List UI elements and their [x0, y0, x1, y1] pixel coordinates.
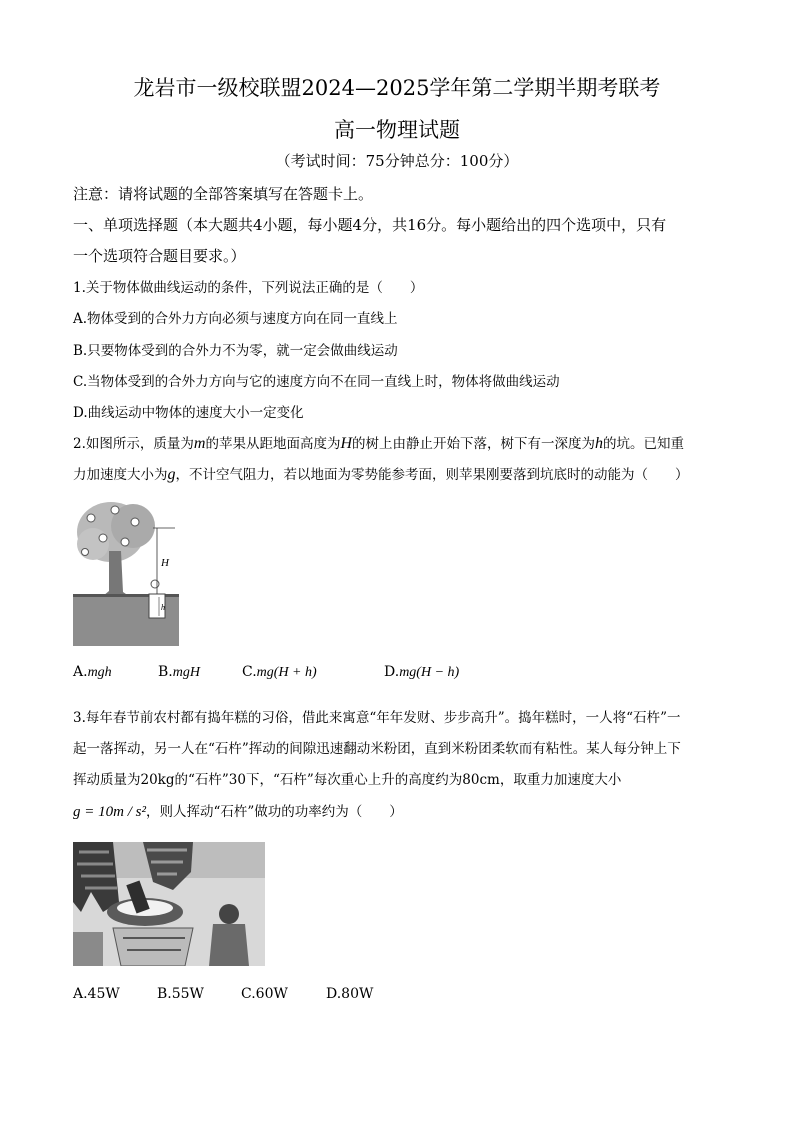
q1-stem: 1.关于物体做曲线运动的条件，下列说法正确的是（ ）	[73, 280, 424, 296]
q1-option-b: B.只要物体受到的合外力不为零，就一定会做曲线运动	[73, 343, 398, 359]
q2-text: 的坑。已知重	[603, 436, 685, 452]
rice-cake-pounding-photo	[73, 842, 265, 966]
section-heading-line1: 一、单项选择题（本大题共4小题，每小题4分，共16分。每小题给出的四个选项中，只有	[73, 216, 667, 234]
notice: 注意：请将试题的全部答案填写在答题卡上。	[73, 185, 374, 203]
q3-stem-line1: 3.每年春节前农村都有捣年糕的习俗，借此来寓意“年年发财、步步高升”。捣年糕时，一人将“石杵”一	[73, 710, 681, 726]
var-m: m	[193, 435, 206, 452]
q3-option-a: A.45W	[73, 986, 120, 1002]
q1-option-a: A.物体受到的合外力方向必须与速度方向在同一直线上	[73, 311, 398, 327]
figure-label-h: h	[161, 603, 165, 612]
exam-subtitle: 高一物理试题	[334, 118, 460, 142]
q2-text: ，不计空气阻力，若以地面为零势能参考面，则苹果刚要落到坑底时的动能为（ ）	[175, 467, 689, 483]
q3-stem-line2: 起一落挥动，另一人在“石杵”挥动的间隙迅速翻动米粉团，直到米粉团柔软而有粘性。某人每分钟上下	[73, 741, 681, 757]
q3-options	[73, 986, 373, 1002]
q3-option-d: D.80W	[326, 986, 374, 1002]
option-prefix: C.	[242, 664, 257, 680]
q2-text: 2.如图所示，质量为	[73, 436, 194, 452]
q3-option-b: B.55W	[157, 986, 204, 1002]
q2-options	[73, 664, 459, 681]
option-formula: mg(H + h)	[256, 665, 317, 680]
q3-stem-line4	[73, 800, 403, 821]
q3-option-c: C.60W	[241, 986, 288, 1002]
var-H: H	[340, 435, 353, 452]
q2-text: 的苹果从距地面高度为	[205, 436, 341, 452]
option-formula: mgH	[172, 665, 200, 680]
exam-title: 龙岩市一级校联盟2024—2025学年第二学期半期考联考	[133, 76, 661, 100]
q3-formula: g = 10m / s²	[73, 804, 146, 820]
q1-option-c: C.当物体受到的合外力方向与它的速度方向不在同一直线上时，物体将做曲线运动	[73, 374, 560, 390]
q2-option-d	[384, 664, 459, 681]
q3-stem-line3: 挥动质量为20kg的“石杵”30下，“石杵”每次重心上升的高度约为80cm，取重力加速度大小	[73, 772, 622, 788]
q2-option-b	[158, 664, 242, 681]
option-formula: mg(H − h)	[399, 665, 460, 680]
q1-option-d: D.曲线运动中物体的速度大小一定变化	[73, 405, 304, 421]
q2-stem-line1	[73, 432, 684, 453]
apple-tree-figure	[73, 496, 179, 646]
q2-option-a	[73, 664, 158, 681]
q2-stem-line2	[73, 463, 689, 484]
option-prefix: D.	[384, 664, 400, 680]
option-prefix: B.	[158, 664, 173, 680]
q2-text: 的树上由静止开始下落，树下有一深度为	[352, 436, 596, 452]
section-heading-line2: 一个选项符合题目要求。）	[73, 247, 246, 265]
q3-text: ，则人挥动“石杵”做功的功率约为（ ）	[145, 804, 403, 820]
q2-option-c	[242, 664, 384, 681]
figure-label-H: H	[161, 557, 169, 569]
exam-info: （考试时间：75分钟总分：100分）	[275, 152, 519, 170]
var-h: h	[595, 435, 604, 452]
q2-text: 力加速度大小为	[73, 467, 168, 483]
option-prefix: A.	[73, 664, 88, 680]
option-formula: mgh	[87, 665, 112, 680]
var-g: g	[167, 466, 176, 483]
